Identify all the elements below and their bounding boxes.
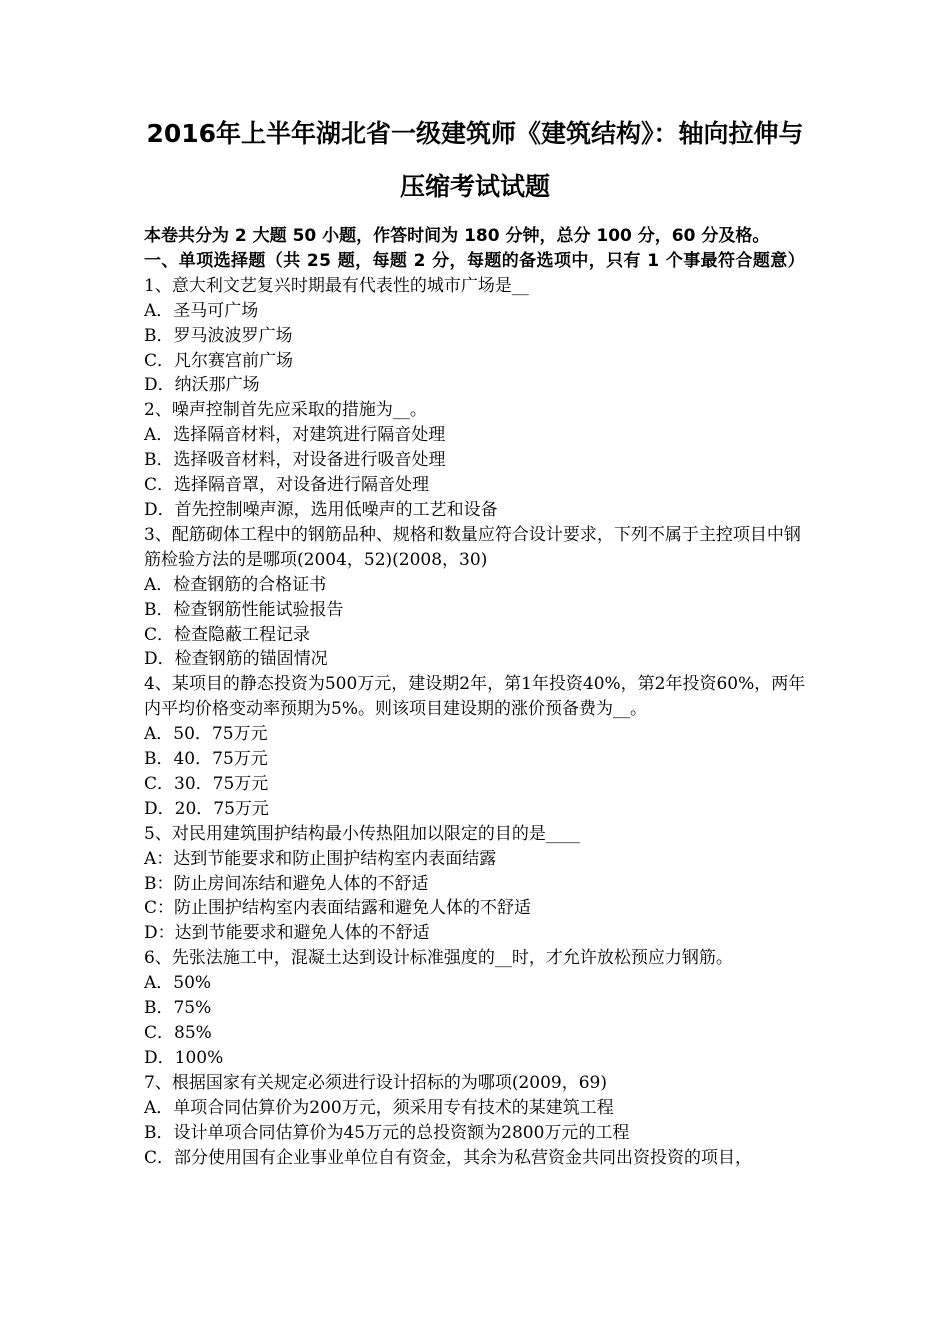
answer-option: A．选择隔音材料，对建筑进行隔音处理 xyxy=(144,425,446,446)
answer-option: A．单项合同估算价为200万元，须采用专有技术的某建筑工程 xyxy=(144,1097,614,1118)
answer-option: A．检查钢筋的合格证书 xyxy=(144,574,327,595)
answer-option: C．检查隐蔽工程记录 xyxy=(144,624,311,645)
answer-option: C．凡尔赛宫前广场 xyxy=(144,350,294,371)
answer-option: D．20．75万元 xyxy=(144,798,269,819)
answer-option: B：防止房间冻结和避免人体的不舒适 xyxy=(144,873,429,894)
answer-option: B．检查钢筋性能试验报告 xyxy=(144,599,344,620)
answer-option: B．选择吸音材料，对设备进行吸音处理 xyxy=(144,450,446,471)
question-stem: 5、对民用建筑围护结构最小传热阻加以限定的目的是____ xyxy=(144,823,580,844)
answer-option: B．罗马波波罗广场 xyxy=(144,325,293,346)
question-stem: 2、噪声控制首先应采取的措施为__。 xyxy=(144,400,427,421)
answer-option: B．设计单项合同估算价为45万元的总投资额为2800万元的工程 xyxy=(144,1122,630,1143)
answer-option: D：达到节能要求和避免人体的不舒适 xyxy=(144,923,430,944)
section-heading: 一、单项选择题（共 25 题，每题 2 分，每题的备选项中，只有 1 个事最符合题意） xyxy=(144,250,806,271)
question-stem: 7、根据国家有关规定必须进行设计招标的为哪项(2009，69) xyxy=(144,1072,607,1093)
question-stem: 6、先张法施工中，混凝土达到设计标准强度的__时，才允许放松预应力钢筋。 xyxy=(144,948,733,969)
answer-option: D．100% xyxy=(144,1047,224,1068)
answer-option: C．85% xyxy=(144,1023,212,1043)
exam-content xyxy=(144,224,812,1170)
exam-intro: 本卷共分为 2 大题 50 小题，作答时间为 180 分钟，总分 100 分，60 分及格。 xyxy=(144,226,770,246)
answer-option: A．圣马可广场 xyxy=(144,300,259,321)
answer-option: A：达到节能要求和防止围护结构室内表面结露 xyxy=(144,848,497,869)
answer-option: C．30．75万元 xyxy=(144,773,269,794)
question-stem: 4、某项目的静态投资为500万元，建设期2年，第1年投资40%，第2年投资60%，两年内平均价格变动率预期为5%。则该项目建设期的涨价预备费为__。 xyxy=(144,674,806,720)
answer-option: C．部分使用国有企业事业单位自有资金，其余为私营资金共同出资投资的项目， xyxy=(144,1147,753,1168)
page-title-continued: 压缩考试试题 xyxy=(399,172,550,201)
question-stem: 1、意大利文艺复兴时期最有代表性的城市广场是__ xyxy=(144,275,529,296)
answer-option: A．50% xyxy=(144,973,212,994)
answer-option: C．选择隔音罩，对设备进行隔音处理 xyxy=(144,475,430,496)
answer-option: B．75% xyxy=(144,998,212,1019)
page-title: 2016年上半年湖北省一级建筑师《建筑结构》：轴向拉伸与 xyxy=(146,119,804,148)
answer-option: D．首先控制噪声源，选用低噪声的工艺和设备 xyxy=(144,499,498,520)
answer-option: A．50．75万元 xyxy=(144,724,268,745)
answer-option: D．检查钢筋的锚固情况 xyxy=(144,649,328,670)
answer-option: C：防止围护结构室内表面结露和避免人体的不舒适 xyxy=(144,898,532,919)
question-stem: 3、配筋砌体工程中的钢筋品种、规格和数量应符合设计要求，下列不属于主控项目中钢筋检验方法的是哪项(2004，52)(2008，30) xyxy=(144,524,801,570)
answer-option: B．40．75万元 xyxy=(144,749,268,770)
answer-option: D．纳沃那广场 xyxy=(144,375,260,396)
